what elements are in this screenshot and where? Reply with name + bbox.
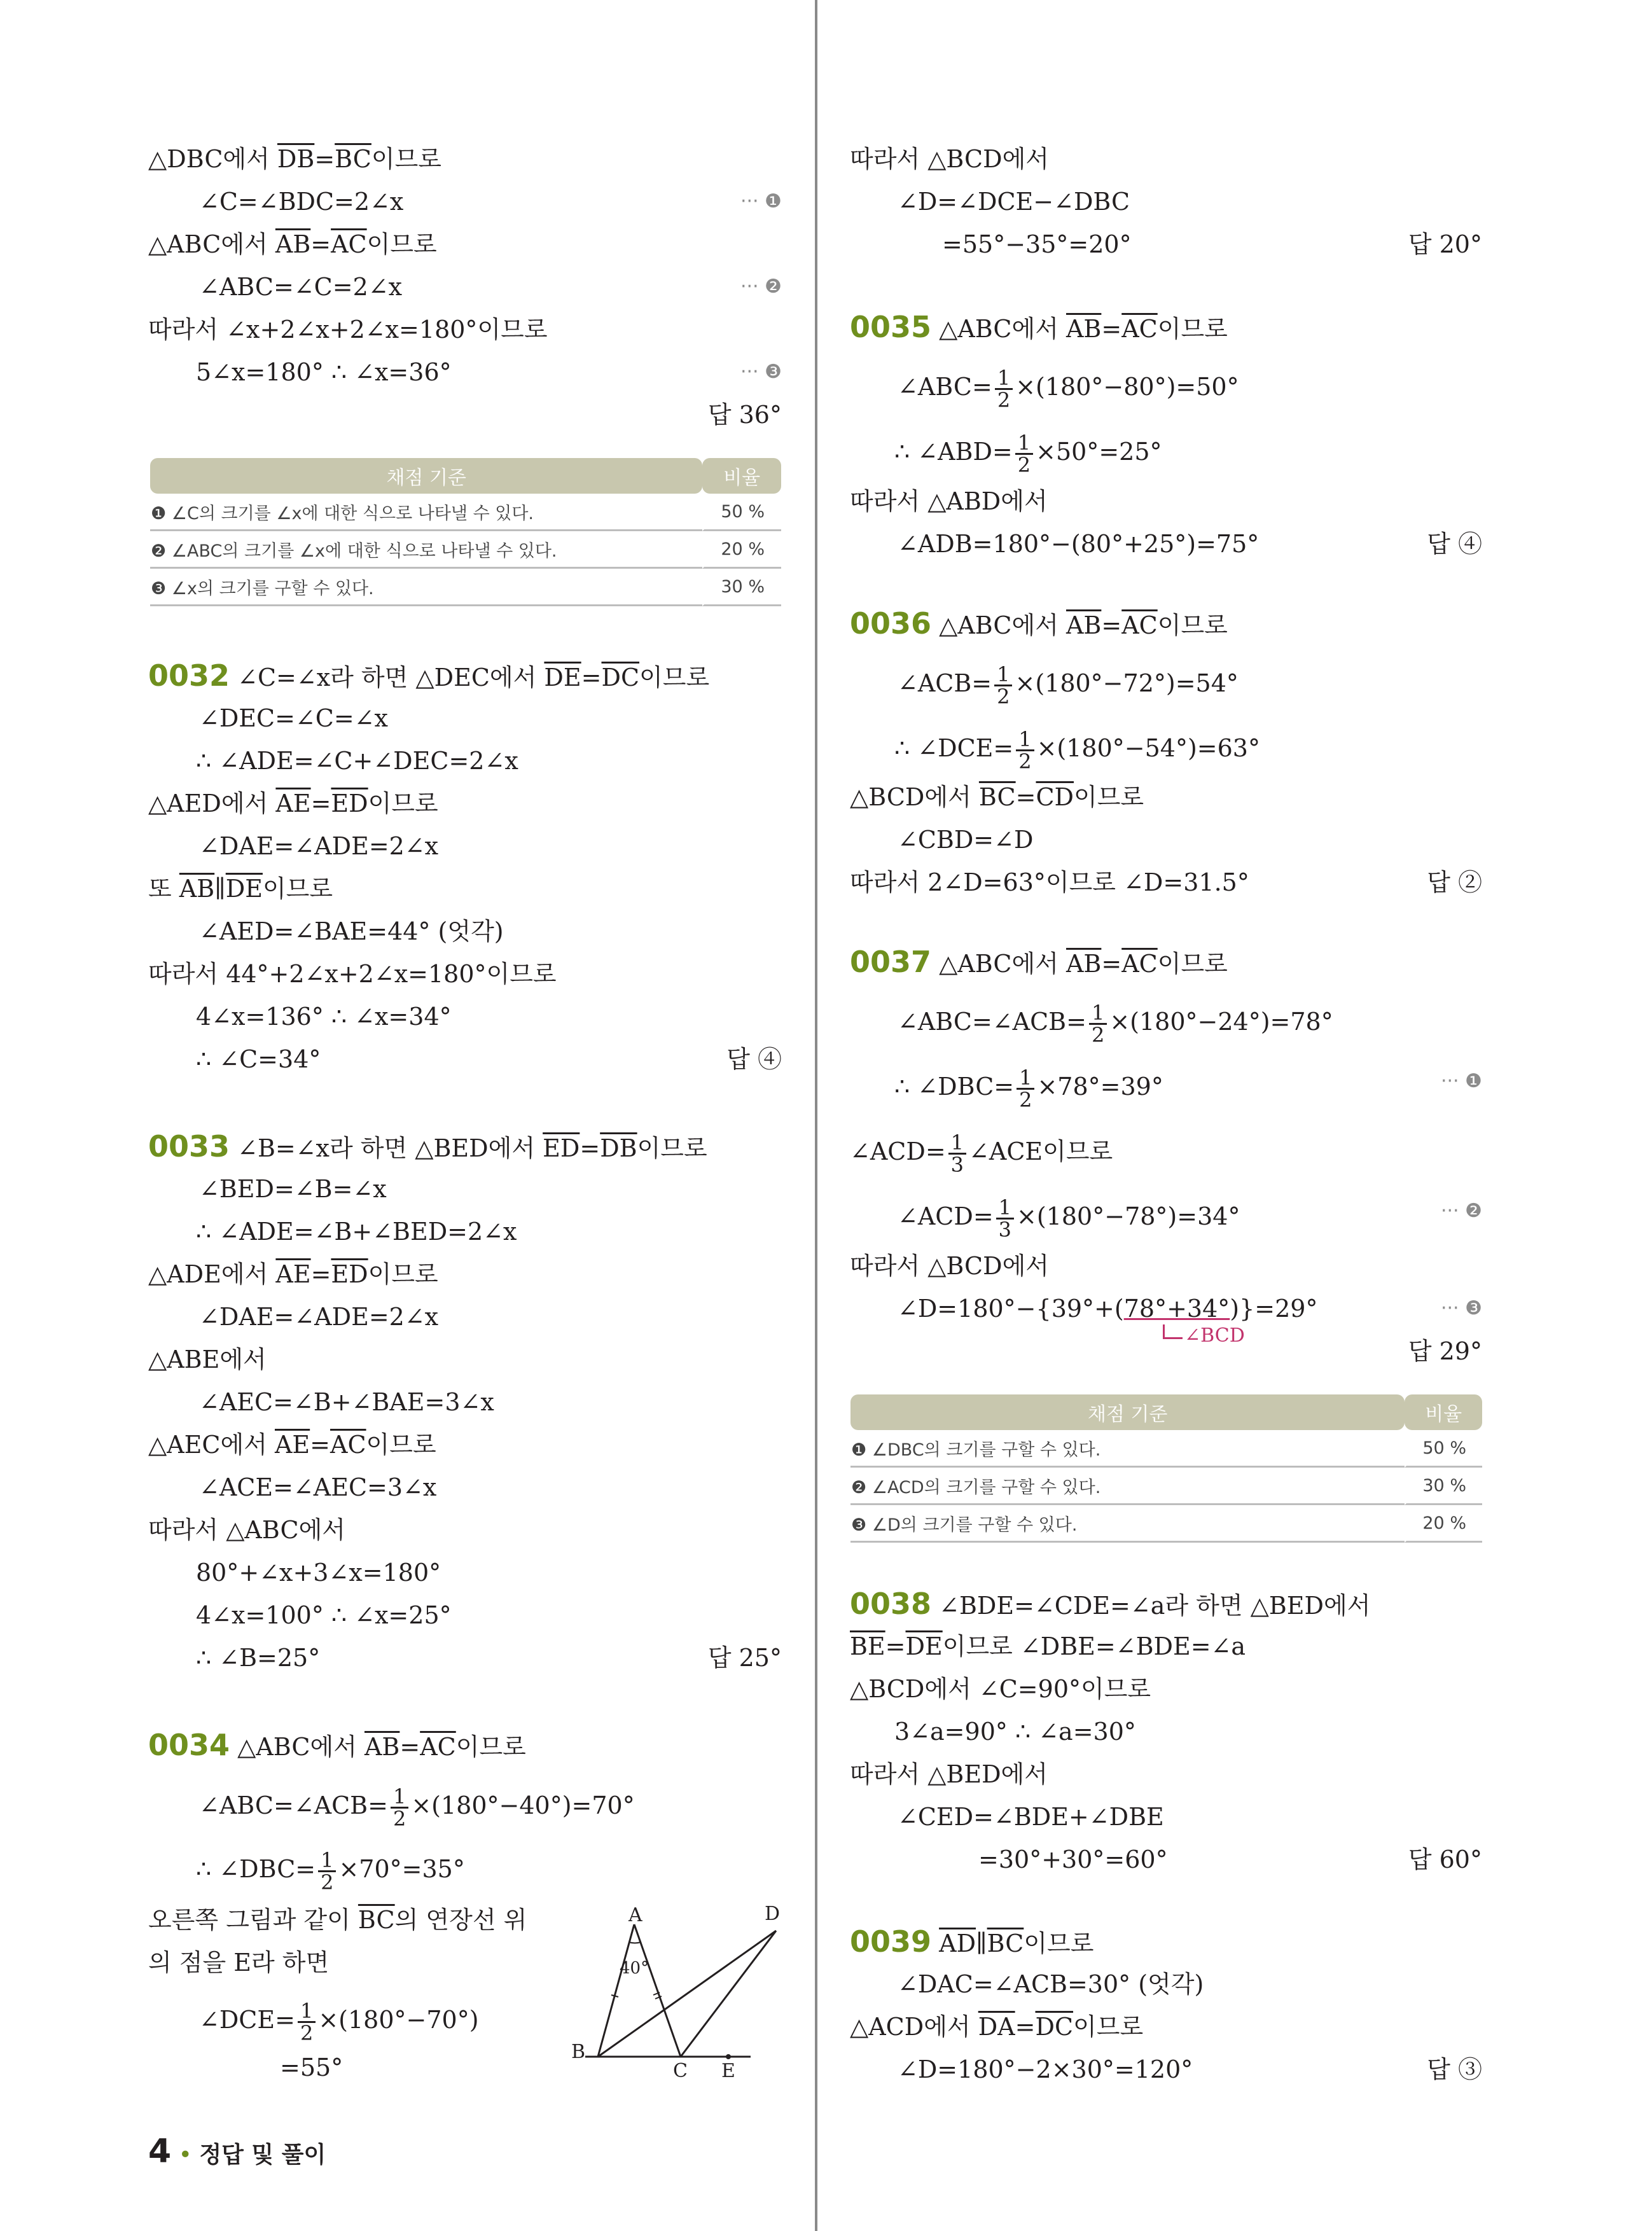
footer-bullet: •: [178, 2142, 192, 2168]
ratio-1: 50 %: [702, 494, 781, 531]
ratio-header: 비율: [1405, 1394, 1482, 1430]
label-C: C: [673, 2060, 688, 2082]
problem-number: 0032: [148, 658, 230, 693]
grading-header: 채점 기준: [150, 458, 702, 494]
step-marker-3: ··· ❸: [1440, 1297, 1482, 1319]
grading-row-2: ❷ ∠ABC의 크기를 ∠x에 대한 식으로 나타낼 수 있다.: [150, 531, 702, 569]
grading-header: 채점 기준: [850, 1394, 1405, 1430]
answer-0032: 답 ④: [726, 1045, 782, 1073]
step-marker-2: ··· ❷: [740, 275, 782, 298]
grading-row-1: ❶ ∠DBC의 크기를 구할 수 있다.: [850, 1430, 1405, 1468]
grading-row-1: ❶ ∠C의 크기를 ∠x에 대한 식으로 나타낼 수 있다.: [150, 494, 702, 531]
ratio-header: 비율: [702, 458, 781, 494]
annotation-bracket: [1163, 1324, 1183, 1339]
section-title: 정답 및 풀이: [199, 2142, 326, 2168]
ratio-1: 50 %: [1405, 1430, 1482, 1468]
label-B: B: [571, 2041, 586, 2063]
ratio-3: 30 %: [702, 569, 781, 606]
ratio-2: 30 %: [1405, 1468, 1482, 1505]
fraction: $\frac{1}{2}$: [1089, 1003, 1107, 1045]
grading-row-3: ❸ ∠D의 크기를 구할 수 있다.: [850, 1505, 1405, 1543]
column-divider: [815, 0, 817, 2231]
problem-number: 0033: [148, 1129, 230, 1164]
fraction: $\frac{1}{2}$: [1016, 729, 1034, 772]
problem-number: 0038: [850, 1587, 932, 1621]
label-E: E: [721, 2060, 735, 2082]
label-D: D: [765, 1903, 781, 1925]
problem-number: 0036: [850, 606, 932, 641]
answer-0038: 답 60°: [1408, 1845, 1482, 1873]
problem-number: 0034: [148, 1728, 230, 1762]
fraction: $\frac{1}{2}$: [298, 2001, 316, 2043]
answer-0036: 답 ②: [1427, 868, 1482, 896]
grading-table-1: [150, 458, 781, 606]
label-40-degrees: 40°: [620, 1959, 649, 1978]
triangle-figure: [566, 1902, 789, 2087]
fraction: $\frac{1}{3}$: [948, 1132, 966, 1175]
grading-table-2: [850, 1394, 1482, 1543]
fraction: $\frac{1}{2}$: [995, 368, 1013, 410]
step-marker-1: ··· ❶: [740, 190, 782, 212]
annotation-bcd: ∠BCD: [1184, 1324, 1245, 1347]
answer-0033: 답 25°: [707, 1644, 782, 1672]
problem-number: 0039: [850, 1924, 932, 1959]
ratio-3: 20 %: [1405, 1505, 1482, 1543]
label-A: A: [628, 1904, 642, 1926]
step-marker-2: ··· ❷: [1440, 1200, 1482, 1222]
grading-row-2: ❷ ∠ACD의 크기를 구할 수 있다.: [850, 1468, 1405, 1505]
ratio-2: 20 %: [702, 531, 781, 569]
fraction: $\frac{1}{3}$: [996, 1197, 1014, 1240]
step-marker-1: ··· ❶: [1440, 1070, 1482, 1092]
fraction: $\frac{1}{2}$: [994, 664, 1012, 707]
answer-0039: 답 ③: [1427, 2055, 1482, 2083]
answer-0034: 답 20°: [1408, 230, 1482, 258]
page-footer: [148, 2132, 326, 2171]
fraction: $\frac{1}{2}$: [318, 1850, 336, 1893]
fraction: $\frac{1}{2}$: [1017, 1067, 1034, 1110]
problem-number: 0035: [850, 310, 932, 344]
answer-0035: 답 ④: [1427, 530, 1482, 558]
problem-number: 0037: [850, 945, 932, 979]
page-number: 4: [148, 2132, 172, 2171]
grading-row-3: ❸ ∠x의 크기를 구할 수 있다.: [150, 569, 702, 606]
fraction: $\frac{1}{2}$: [1015, 433, 1033, 475]
fraction: $\frac{1}{2}$: [391, 1786, 408, 1829]
step-marker-3: ··· ❸: [740, 361, 782, 383]
